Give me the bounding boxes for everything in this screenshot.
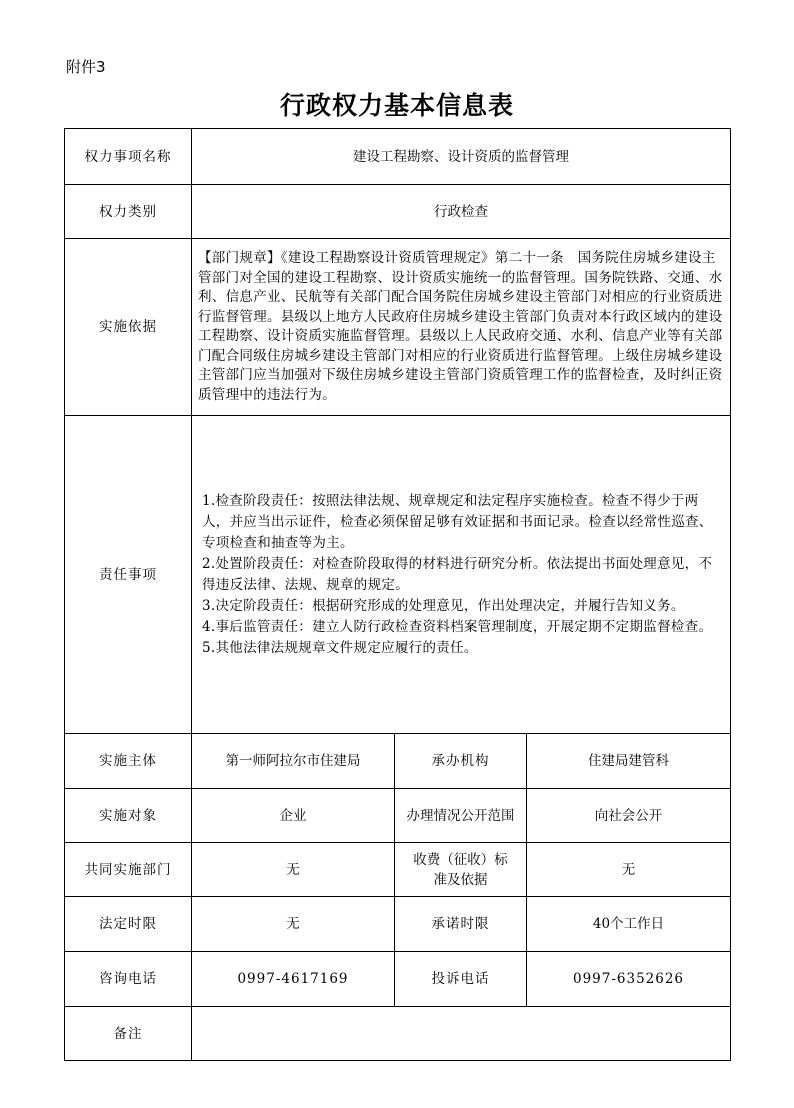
- subject-label: 实施主体: [65, 734, 192, 789]
- remark-label: 备注: [65, 1007, 192, 1061]
- row-subject: [65, 734, 731, 789]
- attachment-label: 附件3: [66, 58, 106, 76]
- agency-label: 承办机构: [395, 734, 527, 789]
- joint-value: 无: [192, 843, 395, 897]
- target-value: 企业: [192, 789, 395, 843]
- consult-phone-value: 0997-4617169: [192, 952, 395, 1007]
- duties-list: [192, 416, 731, 734]
- target-label: 实施对象: [65, 789, 192, 843]
- row-joint: [65, 843, 731, 897]
- row-time-limit: [65, 897, 731, 952]
- disclosure-value: 向社会公开: [527, 789, 731, 843]
- remark-value: [192, 1007, 731, 1061]
- row-phone: [65, 952, 731, 1007]
- consult-phone-label: 咨询电话: [65, 952, 192, 1007]
- promise-limit-value: 40个工作日: [527, 897, 731, 952]
- agency-value: 住建局建管科: [527, 734, 731, 789]
- row-power-type: [65, 185, 731, 239]
- power-name-value: 建设工程勘察、设计资质的监督管理: [192, 129, 731, 185]
- power-name-label: 权力事项名称: [65, 129, 192, 185]
- row-target: [65, 789, 731, 843]
- power-type-value: 行政检查: [192, 185, 731, 239]
- power-type-label: 权力类别: [65, 185, 192, 239]
- complaint-phone-value: 0997-6352626: [527, 952, 731, 1007]
- subject-value: 第一师阿拉尔市住建局: [192, 734, 395, 789]
- joint-label: 共同实施部门: [65, 843, 192, 897]
- basis-value: 【部门规章】《建设工程勘察设计资质管理规定》第二十一条 国务院住房城乡建设主管部门对全国的建设工程勘察、设计资质实施统一的监督管理。国务院铁路、交通、水利、信息产业、民航等有关部门配合国务院住房城乡建设主管部门对相应的行业资质进行监督管理。县级以上地方人民政府住房城乡建设主管部门负责对本行政区域内的建设工程勘察、设计资质实施监督管理。县级以上人民政府交通、水利、信息产业等有关部门配合同级住房城乡建设主管部门对相应的行业资质进行监督管理。上级住房城乡建设主管部门应当加强对下级住房城乡建设主管部门资质管理工作的监督检查，及时纠正资质管理中的违法行为。: [192, 239, 731, 416]
- info-table: [64, 128, 731, 1061]
- duties-label: 责任事项: [65, 416, 192, 734]
- row-duties: [65, 416, 731, 734]
- disclosure-label: 办理情况公开范围: [395, 789, 527, 843]
- row-power-name: [65, 129, 731, 185]
- duty-item: 5.其他法律法规规章文件规定应履行的责任。: [202, 639, 478, 656]
- duty-item: 1.检查阶段责任：按照法律法规、规章规定和法定程序实施检查。检查不得少于两人，并应当出示证件，检查必须保留足够有效证据和书面记录。检查以经常性巡查、专项检查和抽查等为主。: [202, 492, 713, 551]
- duty-item: 4.事后监管责任：建立人防行政检查资料档案管理制度，开展定期不定期监督检查。: [202, 618, 713, 635]
- page-title: 行政权力基本信息表: [279, 91, 514, 120]
- promise-limit-label: 承诺时限: [395, 897, 527, 952]
- row-basis: [65, 239, 731, 416]
- basis-label: 实施依据: [65, 239, 192, 416]
- time-limit-label: 法定时限: [65, 897, 192, 952]
- duty-item: 3.决定阶段责任：根据研究形成的处理意见，作出处理决定，并履行告知义务。: [202, 597, 685, 614]
- duty-item: 2.处置阶段责任：对检查阶段取得的材料进行研究分析。依法提出书面处理意见，不得违反法律、法规、规章的规定。: [202, 555, 713, 593]
- fee-value: 无: [527, 843, 731, 897]
- fee-label: 收费（征收）标准及依据: [395, 843, 527, 897]
- time-limit-value: 无: [192, 897, 395, 952]
- row-remark: [65, 1007, 731, 1061]
- complaint-phone-label: 投诉电话: [395, 952, 527, 1007]
